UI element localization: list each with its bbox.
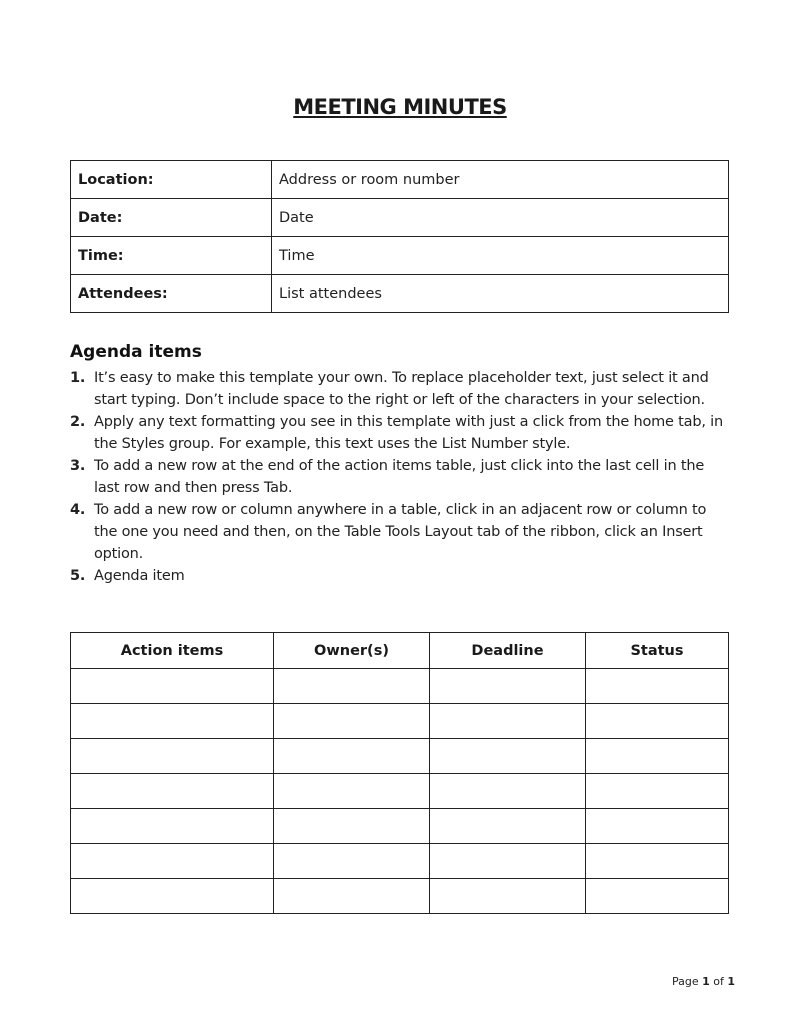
table-row (71, 809, 729, 844)
agenda-item[interactable] (70, 565, 732, 587)
table-cell[interactable] (430, 879, 586, 914)
table-cell[interactable] (274, 669, 430, 704)
page-number (672, 975, 735, 988)
table-cell[interactable] (586, 774, 729, 809)
table-cell[interactable] (274, 774, 430, 809)
table-cell[interactable] (430, 844, 586, 879)
agenda-item-number: 1. (70, 370, 86, 386)
agenda-item-number: 3. (70, 458, 86, 474)
table-cell[interactable] (586, 704, 729, 739)
table-row (71, 879, 729, 914)
table-cell[interactable] (71, 739, 274, 774)
table-row (71, 739, 729, 774)
info-row-date (71, 199, 729, 237)
table-cell[interactable] (586, 739, 729, 774)
table-row (71, 774, 729, 809)
table-cell[interactable] (71, 669, 274, 704)
table-cell[interactable] (71, 774, 274, 809)
info-value-time[interactable]: Time (272, 237, 729, 275)
column-header-deadline: Deadline (430, 633, 586, 669)
table-cell[interactable] (71, 844, 274, 879)
column-header-action-items: Action items (71, 633, 274, 669)
column-header-owners: Owner(s) (274, 633, 430, 669)
table-cell[interactable] (430, 739, 586, 774)
agenda-item[interactable] (70, 455, 732, 499)
agenda-item[interactable] (70, 499, 732, 565)
table-cell[interactable] (430, 669, 586, 704)
agenda-item-number: 5. (70, 568, 86, 584)
info-row-attendees (71, 275, 729, 313)
agenda-item[interactable] (70, 411, 732, 455)
page-total: 1 (727, 975, 736, 988)
agenda-list (70, 367, 732, 587)
table-cell[interactable] (71, 879, 274, 914)
table-cell[interactable] (274, 739, 430, 774)
agenda-heading: Agenda items (70, 342, 202, 362)
action-table-body (71, 669, 729, 914)
table-cell[interactable] (586, 809, 729, 844)
info-value-date[interactable]: Date (272, 199, 729, 237)
agenda-item-text: It’s easy to make this template your own. To replace placeholder text, just select it and start typing. Don’t include space to the right or left of the characters in your selection. (94, 370, 709, 408)
table-cell[interactable] (274, 809, 430, 844)
table-cell[interactable] (430, 774, 586, 809)
table-cell[interactable] (274, 704, 430, 739)
table-row (71, 704, 729, 739)
table-cell[interactable] (430, 704, 586, 739)
info-value-location[interactable]: Address or room number (272, 161, 729, 199)
action-table-header (71, 633, 729, 669)
table-cell[interactable] (274, 844, 430, 879)
info-value-attendees[interactable]: List attendees (272, 275, 729, 313)
agenda-item-text: Agenda item (94, 568, 185, 584)
action-items-table (70, 632, 729, 914)
info-row-location (71, 161, 729, 199)
agenda-item-number: 4. (70, 502, 86, 518)
table-cell[interactable] (71, 809, 274, 844)
column-header-status: Status (586, 633, 729, 669)
table-cell[interactable] (586, 844, 729, 879)
page-sep: of (709, 975, 728, 988)
meeting-info-table (70, 160, 729, 313)
table-cell[interactable] (71, 704, 274, 739)
page-prefix: Page (672, 975, 703, 988)
info-label: Date: (71, 199, 272, 237)
agenda-item-number: 2. (70, 414, 86, 430)
agenda-item-text: To add a new row at the end of the action items table, just click into the last cell in the last row and then press Tab. (94, 458, 705, 496)
agenda-item[interactable] (70, 367, 732, 411)
agenda-item-text: Apply any text formatting you see in this template with just a click from the home tab, in the Styles group. For example, this text uses the List Number style. (94, 414, 723, 452)
info-label: Attendees: (71, 275, 272, 313)
table-cell[interactable] (430, 809, 586, 844)
table-cell[interactable] (586, 879, 729, 914)
table-row (71, 844, 729, 879)
info-label: Time: (71, 237, 272, 275)
document-title: MEETING MINUTES (293, 95, 507, 119)
table-cell[interactable] (586, 669, 729, 704)
info-row-time (71, 237, 729, 275)
table-cell[interactable] (274, 879, 430, 914)
page-current: 1 (702, 975, 710, 988)
table-row (71, 669, 729, 704)
agenda-item-text: To add a new row or column anywhere in a table, click in an adjacent row or column to the one you need and then, on the Table Tools Layout tab of the ribbon, click an Insert option. (94, 502, 707, 562)
info-label: Location: (71, 161, 272, 199)
